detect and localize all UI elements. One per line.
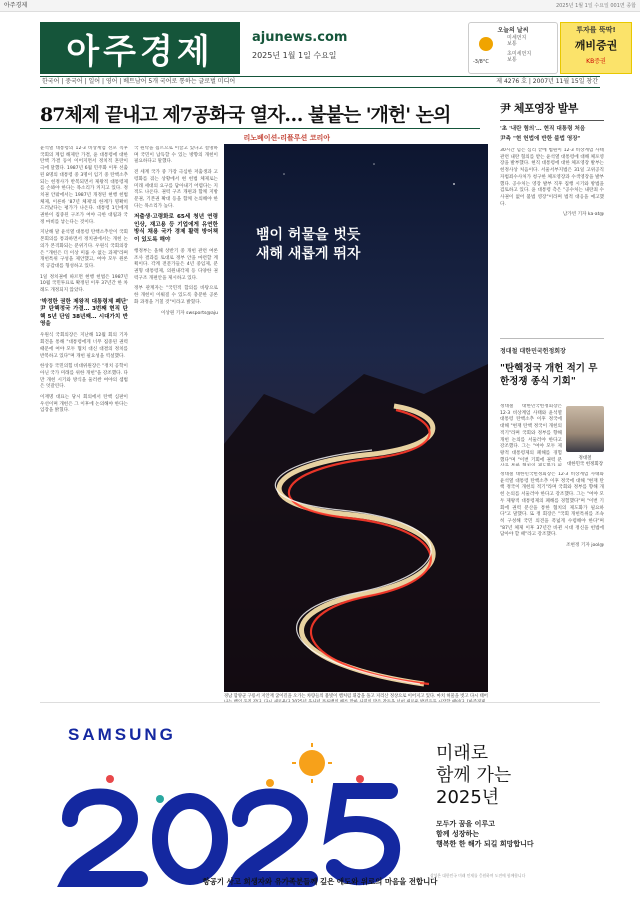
interview-lead-body: 정대철 대한민국헌정회장은 12·3 비상계엄 사태와 윤석열 대통령 탄핵소추 이후 정국에 대해 "현재 탄핵 정국이 개헌의 적기"라며 국회와 정부를 향해 개헌 논의를 서둘러야 한다고 강조했다. 그는 "여야 모두 제왕적 대통령제의 폐해를 경험했다"며 "이번 기회에 권력 분 bbox=[500, 404, 562, 463]
ad-top-line3: KB증권 bbox=[586, 58, 606, 65]
dust-value-1: 보통 bbox=[507, 41, 517, 47]
masthead bbox=[40, 18, 618, 76]
ad-fineprint: 삼성은 대한민국 미래 인재를 응원하며 도전에 함께합니다 bbox=[430, 873, 526, 878]
portrait-title: 대한민국 헌정회장 bbox=[566, 462, 604, 467]
ad-sub-line-2: 함께 성장하는 bbox=[436, 830, 480, 838]
article-column-1 bbox=[40, 146, 128, 676]
article-midhead: '박정한 권한 제왕적 대통령제 폐단' 尹 탄핵정국 가결… 3번째 현직 탄핵 5년 단임 38년째… 시대가치 반영을 bbox=[40, 298, 128, 327]
portrait-caption bbox=[562, 456, 608, 468]
portrait-photo bbox=[566, 406, 604, 452]
headline-rule bbox=[40, 128, 480, 129]
ad-sub-slogan bbox=[436, 819, 586, 849]
dust-value-2: 보통 bbox=[507, 57, 517, 63]
article-paragraph: 이재명 대표는 당시 회의에서 탄핵 심판이 우선이며 개헌은 그 이후에 논의해야 한다는 입장을 밝혔다. bbox=[40, 395, 128, 414]
tagline-bar bbox=[40, 76, 600, 88]
tagline-left: 한국어 | 중국어 | 일어 | 영어 | 베트남어 5개 국어로 통하는 글로벌 미디어 bbox=[42, 78, 236, 85]
night-road-photo[interactable] bbox=[224, 144, 488, 692]
side-subhead-2: 尹측 "현 헌법에 반한 불법 영장" bbox=[500, 136, 581, 142]
ad-slogan-line-3: 2025년 bbox=[436, 787, 500, 808]
article-paragraph: 윤석열 대통령의 12·3 비상계엄 선포 직후 국회의 계엄 해제안 가결, 윤 대통령에 대한 탄핵 가결 등이 이어지면서 정치적 혼란이 극에 달했다. 1987년 6월 민주화 이후 선출된 8명의 대통령 중 3명이 임기 중 탄핵소추되는 헌정사가 반복되면서 제왕적 대통령제를 손봐야 한다는 목소리가 커지고 있다. 정치권 안팎에서는 1987년 개정된 현행 헌법 체제, 이른바 '87년 체제'의 한계가 명확히 드러났다는 평가가 나온다. 대통령 1인에게 권한이 집중된 구조가 여야 극한 대립과 국정 마비를 낳는다는 것이다. bbox=[40, 146, 128, 225]
interview-kicker: 정대철 대한민국헌정회장 bbox=[500, 348, 566, 355]
article-midhead: 저출생·고령화로 65세 청년 연령 인상, 재고용 등 기업에게 유연한 방식 채용 국가 경제 활력 방어책이 있도록 해야 bbox=[134, 214, 218, 243]
interview-lead bbox=[500, 404, 562, 466]
ad-sub-line-3: 행복한 한 해가 되길 희망합니다 bbox=[436, 840, 534, 848]
top-strip bbox=[0, 0, 640, 12]
samsung-ad[interactable] bbox=[40, 702, 600, 892]
side-headline-warrant[interactable]: 尹 체포영장 발부 bbox=[500, 100, 604, 121]
top-strip-left: 아주경제 bbox=[4, 2, 28, 9]
article-paragraph: 한상동 국민의힘 비대위원장은 "정치 공학이 아닌 국가 미래를 위한 개헌"을 강조했다. 다만 개헌 시기와 방식을 둘러싼 여야의 셈법은 엇갈린다. bbox=[40, 364, 128, 390]
article-paragraph: 정부 관계자는 "국민적 합의를 바탕으로 한 개헌이 이뤄질 수 있도록 충분한 공론화 과정을 거칠 것"이라고 밝혔다. bbox=[134, 286, 218, 305]
article-paragraph: 1일 정치권에 따르면 현행 헌법은 1987년 10월 국민투표로 확정된 이후 37년간 한 차례도 개정되지 않았다. bbox=[40, 274, 128, 294]
ad-slogan-line-2: 함께 가는 bbox=[436, 765, 512, 786]
site-url[interactable]: ajunews.com bbox=[252, 30, 348, 45]
article-column-2 bbox=[134, 146, 218, 676]
dust-row-2 bbox=[507, 51, 555, 63]
ad-top-line2: 깨비증권 bbox=[574, 39, 618, 52]
newspaper-logo[interactable]: 아주경제 bbox=[40, 22, 240, 74]
dust-label-2: 초미세먼지 bbox=[507, 51, 532, 57]
weather-box bbox=[468, 22, 558, 74]
side-article-1-body: 30시간 넘는 심리 끝에 법원이 12·3 비상계엄 사태 관련 내란 혐의를 받는 윤석열 대통령에 대해 체포영장을 발부했다. 현직 대통령에 대한 체포영장 발부는 헌정사상 처음이다. 서울서부지법은 31일 고위공직자범죄수사처가 청구한 체포영장과 수색영장을 발부했다. 공수처는 영장 발부 직후 집행 시기와 방법을 검토하고 있다. 윤 대통령 측은 "공수처는 내란죄 수사권이 없어 불법 영장"이라며 법적 대응을 예고했다. bbox=[500, 148, 604, 207]
article-paragraph: 우원식 국회의장은 지난해 12월 회의 기자회견을 통해 "대통령에게 너무 집중된 권력 때문에 여야 모두 협치 대신 대결의 정치를 반복하고 있다"며 개헌 필요성을 역설했다. bbox=[40, 333, 128, 359]
ad-slogan bbox=[436, 743, 576, 809]
article-paragraph: 지난해 말 윤석열 대통령 탄핵소추안이 국회 본회의를 통과하면서 정치권에서는 개헌 논의가 본격화되는 분위기다. 우원식 국회의장은 "개헌은 더 이상 미룰 수 없는 과제"라며 개헌특위 구성을 제안했고, 여야 모두 원론적 공감대를 형성하고 있다. bbox=[40, 230, 128, 269]
sun-icon bbox=[479, 37, 493, 51]
interview-continued-body: 정대철 대한민국헌정회장은 12·3 비상계엄 사태와 윤석열 대통령 탄핵소추 이후 정국에 대해 "현재 탄핵 정국이 개헌의 적기"라며 국회와 정부를 향해 개헌 논의를 서둘러야 한다고 강조했다. 그는 "여야 모두 제왕적 대통령제의 폐해를 경험했다"며 "이번 기회에 권력 분산을 통한 협치의 제도화가 필요하다"고 말했다. 또 정 회장은 "국회 개헌특위를 조속히 구성해 국민 의견을 폭넓게 수렴해야 한다"며 "87년 체제 이후 37년간 바뀐 시대 정신을 헌법에 담아야 할 때"라고 강조했다. bbox=[500, 472, 604, 538]
article-paragraph: 행정부는 올해 상반기 중 개헌 관련 여론 조사 결과를 토대로 정부 안을 마련할 계획이다. 각계 전문가들은 4년 중임제, 분권형 대통령제, 의원내각제 등 다양한 권력구조 개편안을 제시하고 있다. bbox=[134, 248, 218, 281]
tagline-right: 제 4276 호 | 2007년 11월 15일 창간 bbox=[496, 78, 598, 85]
portrait-name: 정대철 bbox=[578, 456, 592, 461]
photo-caption-text: 경남 함양군 구룡서 지안재 굽이길을 오가는 차량들의 불빛이 뱀처럼 휘감을 돌고 지리산 정상으로 이어지고 있다. 마치 허물을 벗고 다시 태어 bbox=[224, 694, 488, 699]
ad-sub-line-1: 모두가 꿈을 이루고 bbox=[436, 820, 495, 828]
article-byline: 이상원 기자 swsports@aju bbox=[160, 310, 218, 316]
side-divider bbox=[500, 338, 604, 339]
photo-title-line-1: 뱀이 허물을 벗듯 bbox=[256, 227, 361, 243]
dust-label-1: 미세먼지 bbox=[507, 35, 527, 41]
dust-row-1 bbox=[507, 35, 555, 47]
kb-securities-ad[interactable] bbox=[560, 22, 632, 74]
issue-date: 2025년 1월 1일 수요일 bbox=[252, 51, 337, 60]
interview-headline[interactable]: "탄핵정국 개헌 적기 무한정쟁 종식 기회" bbox=[500, 363, 598, 387]
weather-title: 오늘의 날씨 bbox=[497, 27, 529, 34]
photo-title bbox=[256, 226, 360, 264]
side-article-1-byline: 남가빈 기자 ka·at@ bbox=[562, 212, 604, 218]
ad-2025-illustration bbox=[50, 739, 410, 889]
memorial-message: 항공기 사고 희생자와 유가족분들께 깊은 애도와 위로의 마음을 전합니다 bbox=[202, 877, 438, 886]
article-paragraph: 국 원탁을 집르으로 이끌고 있다고 설명하며 국민이 납득할 수 있는 방향의 개헌이 필요하다고 말했다. bbox=[134, 146, 218, 165]
article-paragraph: 전 세계 국가 중 가장 극심한 저출생과 고령화를 겪는 상황에서 현 헌법 체제로는 미래 세대의 요구를 담아내기 어렵다는 지적도 나온다. 권력 구조 개편과 함께 지방분권, 기본권 확대 등을 함께 논의해야 한다는 목소리가 높다. bbox=[134, 170, 218, 209]
photo-title-line-2: 새해 새롭게 뛰자 bbox=[256, 246, 361, 262]
ad-top-line1: 투자를 뚝딱! bbox=[576, 26, 616, 34]
interview-byline: 조현정 기자 jool@ bbox=[566, 543, 604, 549]
ad-slogan-line-1: 미래로 bbox=[436, 743, 489, 764]
samsung-logo: SAMSUNG bbox=[68, 725, 176, 744]
side-subhead-1: '초 '내란 혐의'… 현직 대통령 처음 bbox=[500, 126, 586, 132]
series-kicker: 리노베이션-리플루션 코리아 bbox=[243, 134, 330, 142]
interview-body-column bbox=[500, 472, 604, 688]
side-article-1 bbox=[500, 148, 604, 328]
top-strip-right: 2025년 1월 1일 수요일 001면 종합 bbox=[555, 3, 636, 9]
weather-temp: -3/8°C bbox=[473, 59, 489, 65]
main-headline[interactable]: 87체제 끝내고 제7공화국 열자… 불붙는 '개헌' 논의 bbox=[40, 104, 451, 126]
